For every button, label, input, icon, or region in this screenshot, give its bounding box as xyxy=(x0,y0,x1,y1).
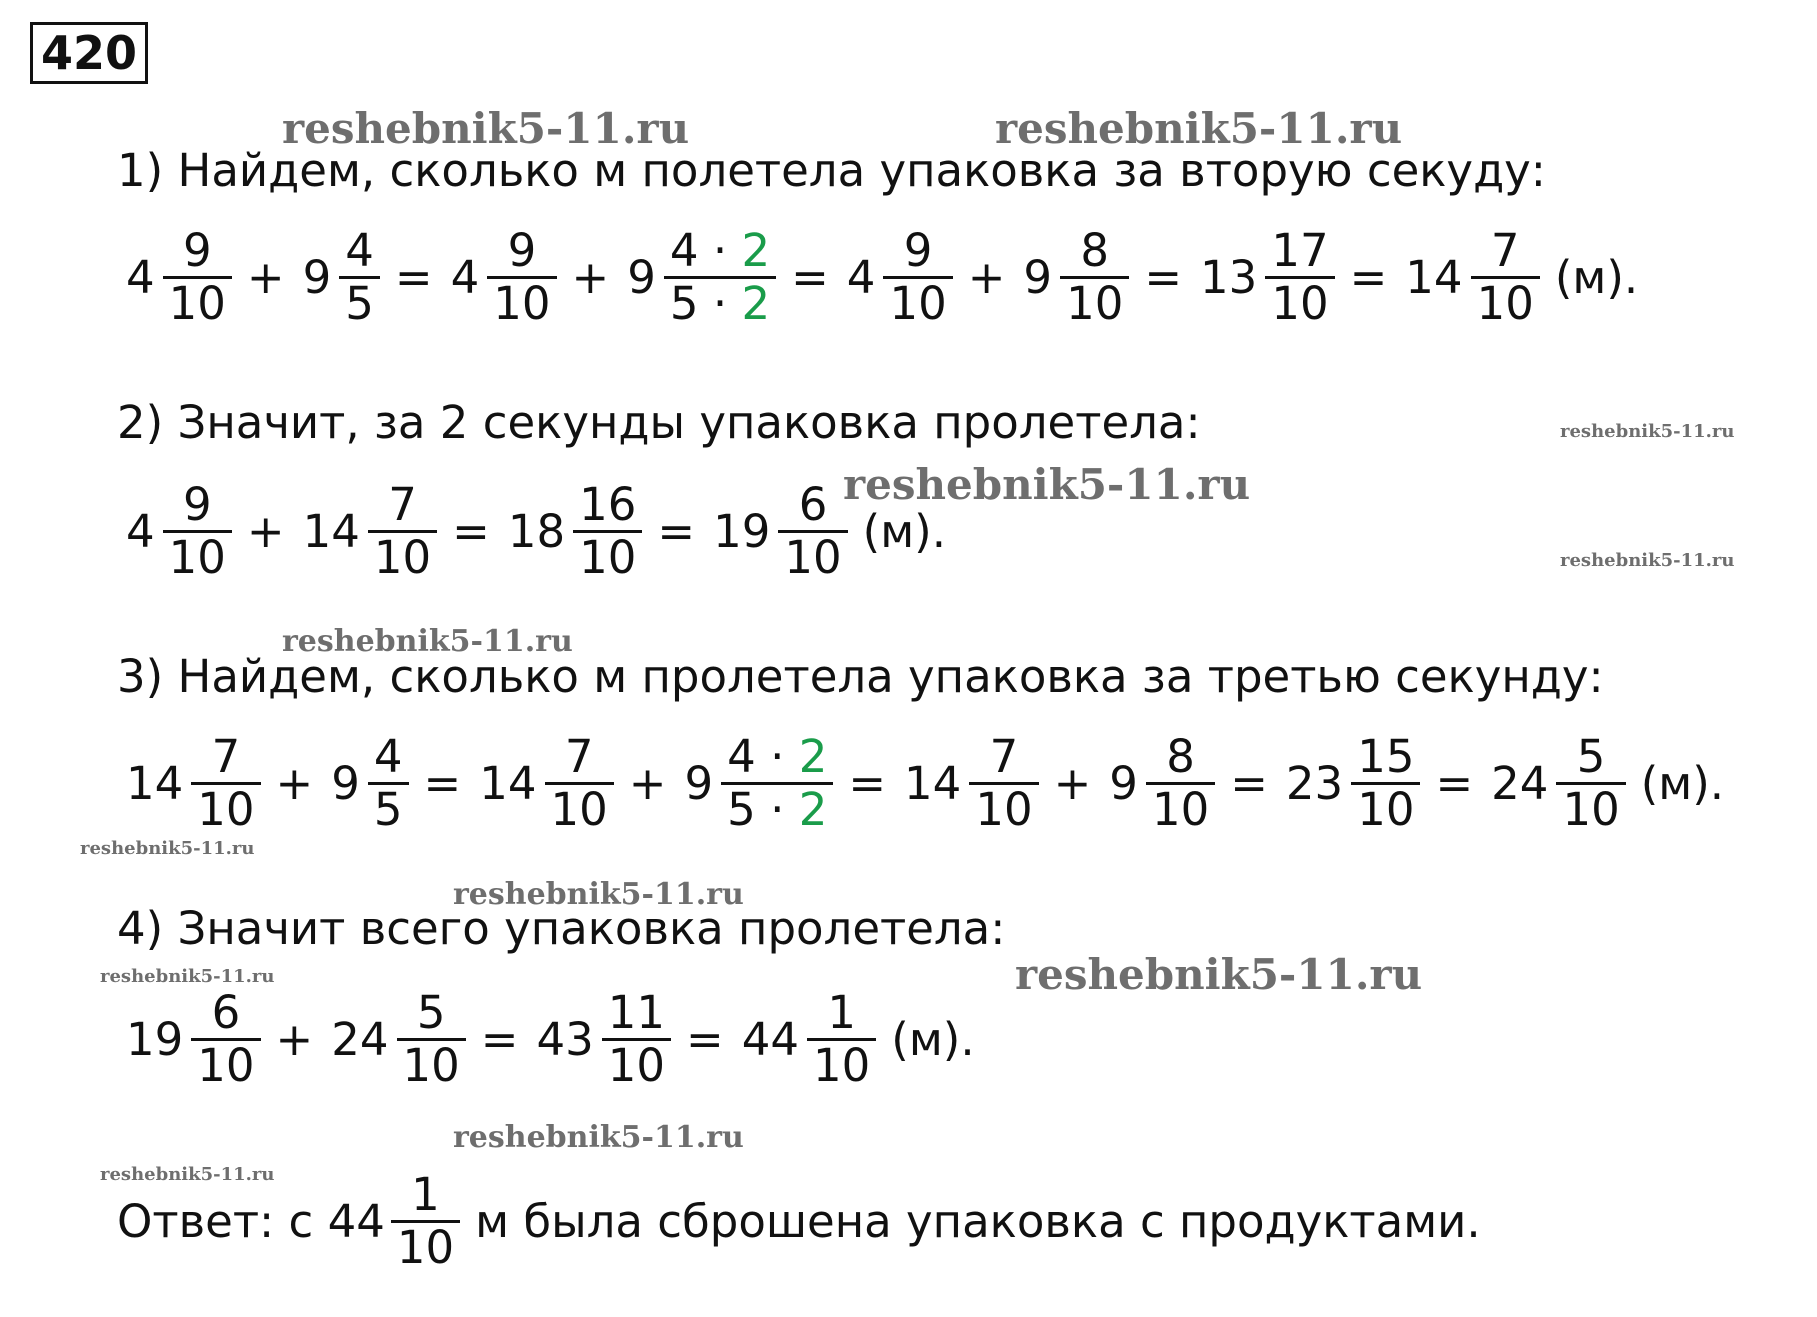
fraction-highlighted: $\frac{4 \cdot 2}{5 \cdot 2}$ xyxy=(721,732,833,834)
equals-sign: = xyxy=(394,250,433,304)
whole-part: 9 xyxy=(1109,756,1138,810)
equals-sign: = xyxy=(1435,756,1474,810)
fraction: $\frac{11}{10}$ xyxy=(602,988,671,1090)
fraction: $\frac{17}{10}$ xyxy=(1265,226,1334,328)
equals-sign: = xyxy=(1230,756,1268,810)
watermark: reshebnik5-11.ru xyxy=(453,877,744,912)
whole-part: 44 xyxy=(741,1012,800,1066)
whole-part: 14 xyxy=(302,504,360,558)
fraction: $\frac{6}{10}$ xyxy=(778,480,847,582)
fraction: $\frac{9}{10}$ xyxy=(487,226,556,328)
unit-label: (м). xyxy=(891,1012,975,1066)
equals-sign: = xyxy=(480,1012,519,1066)
watermark: reshebnik5-11.ru xyxy=(843,460,1251,509)
watermark: reshebnik5-11.ru xyxy=(80,838,255,859)
whole-part: 14 xyxy=(479,756,537,810)
fraction: $\frac{4}{5}$ xyxy=(339,226,380,328)
fraction: $\frac{8}{10}$ xyxy=(1146,732,1215,834)
equation-3 xyxy=(117,732,1733,834)
watermark: reshebnik5-11.ru xyxy=(282,104,690,153)
watermark: reshebnik5-11.ru xyxy=(1560,550,1735,571)
fraction: $\frac{1}{10}$ xyxy=(391,1170,460,1272)
plus-sign: + xyxy=(571,250,610,304)
fraction: $\frac{7}{10}$ xyxy=(191,732,260,834)
equation-2 xyxy=(117,480,955,582)
fraction: $\frac{7}{10}$ xyxy=(368,480,437,582)
plus-sign: + xyxy=(628,756,667,810)
whole-part: 9 xyxy=(1023,250,1053,304)
watermark: reshebnik5-11.ru xyxy=(100,1164,275,1185)
equals-sign: = xyxy=(1349,250,1388,304)
whole-part: 14 xyxy=(126,756,184,810)
answer-suffix: м была сброшена упаковка с продуктами. xyxy=(475,1194,1481,1248)
whole-part: 19 xyxy=(126,1012,184,1066)
fraction: $\frac{1}{10}$ xyxy=(807,988,876,1090)
plus-sign: + xyxy=(246,504,285,558)
answer-prefix: Ответ: с 44 xyxy=(117,1194,385,1248)
fraction: $\frac{4}{5}$ xyxy=(368,732,409,834)
step-2-label: 2) Значит, за 2 секунды упаковка пролетела: xyxy=(117,396,1201,449)
fraction: $\frac{6}{10}$ xyxy=(191,988,260,1090)
equals-sign: = xyxy=(452,504,490,558)
fraction: $\frac{8}{10}$ xyxy=(1060,226,1129,328)
fraction: $\frac{7}{10}$ xyxy=(969,732,1038,834)
plus-sign: + xyxy=(967,250,1006,304)
equals-sign: = xyxy=(686,1012,724,1066)
watermark: reshebnik5-11.ru xyxy=(100,966,275,987)
whole-part: 18 xyxy=(507,504,566,558)
unit-label: (м). xyxy=(1554,250,1639,304)
watermark: reshebnik5-11.ru xyxy=(995,104,1403,153)
equals-sign: = xyxy=(791,250,829,304)
equals-sign: = xyxy=(423,756,462,810)
equals-sign: = xyxy=(848,756,887,810)
fraction: $\frac{16}{10}$ xyxy=(573,480,642,582)
plus-sign: + xyxy=(275,1012,314,1066)
whole-part: 4 xyxy=(846,250,876,304)
fraction: $\frac{9}{10}$ xyxy=(163,480,232,582)
plus-sign: + xyxy=(246,250,285,304)
unit-label: (м). xyxy=(862,504,947,558)
watermark: reshebnik5-11.ru xyxy=(453,1120,744,1155)
equation-1 xyxy=(117,226,1647,328)
watermark: reshebnik5-11.ru xyxy=(1015,950,1423,999)
answer-line xyxy=(117,1170,1490,1272)
whole-part: 9 xyxy=(331,756,360,810)
whole-part: 23 xyxy=(1285,756,1344,810)
whole-part: 9 xyxy=(302,250,332,304)
fraction: $\frac{7}{10}$ xyxy=(1471,226,1540,328)
whole-part: 24 xyxy=(331,1012,389,1066)
fraction: $\frac{15}{10}$ xyxy=(1351,732,1420,834)
plus-sign: + xyxy=(275,756,314,810)
whole-part: 14 xyxy=(904,756,962,810)
whole-part: 43 xyxy=(536,1012,594,1066)
whole-part: 19 xyxy=(713,504,771,558)
problem-number: 420 xyxy=(30,22,148,84)
fraction: $\frac{5}{10}$ xyxy=(1556,732,1625,834)
fraction-highlighted: $\frac{4 \cdot 2}{5 \cdot 2}$ xyxy=(664,226,776,328)
step-4-label: 4) Значит всего упаковка пролетела: xyxy=(117,902,1006,955)
whole-part: 4 xyxy=(450,250,480,304)
step-3-label: 3) Найдем, сколько м пролетела упаковка за третью секунду: xyxy=(117,650,1604,703)
equals-sign: = xyxy=(657,504,696,558)
step-1-label: 1) Найдем, сколько м полетела упаковка за вторую секуду: xyxy=(117,144,1546,197)
whole-part: 14 xyxy=(1405,250,1463,304)
equals-sign: = xyxy=(1144,250,1183,304)
fraction: $\frac{9}{10}$ xyxy=(883,226,952,328)
equation-4 xyxy=(117,988,984,1090)
watermark: reshebnik5-11.ru xyxy=(282,624,573,659)
plus-sign: + xyxy=(1053,756,1092,810)
fraction: $\frac{7}{10}$ xyxy=(545,732,614,834)
whole-part: 13 xyxy=(1200,250,1258,304)
whole-part: 24 xyxy=(1491,756,1549,810)
whole-part: 4 xyxy=(126,250,155,304)
fraction: $\frac{9}{10}$ xyxy=(163,226,232,328)
watermark: reshebnik5-11.ru xyxy=(1560,421,1735,442)
whole-part: 9 xyxy=(627,250,656,304)
whole-part: 9 xyxy=(684,756,714,810)
whole-part: 4 xyxy=(126,504,155,558)
unit-label: (м). xyxy=(1640,756,1725,810)
fraction: $\frac{5}{10}$ xyxy=(397,988,466,1090)
